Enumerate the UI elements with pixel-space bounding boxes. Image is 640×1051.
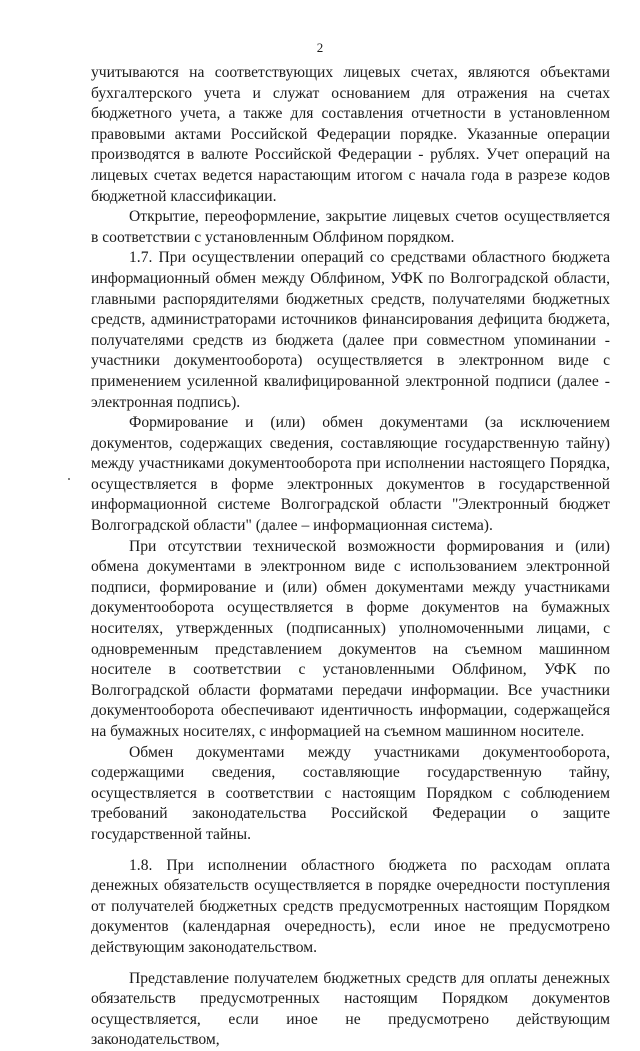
paragraph-1-8: 1.8. При исполнении областного бюджета по расходам оплата денежных обязательств осуществляется в порядке очередности поступления от получателей бюджетных средств предусмотренных настоящим Порядком документов (календарная очередность), если иное не предусмотрено действующим законодательством.	[91, 856, 610, 956]
paragraph-state-secret-exchange: Обмен документами между участниками документооборота, содержащими сведения, составляющие государственную тайну, осуществляется в соответствии с настоящим Порядком с соблюдением требований законодательства Российской Федерации о защите государственной тайны.	[91, 743, 610, 843]
paragraph-1-7: 1.7. При осуществлении операций со средствами областного бюджета информационный обмен между Облфином, УФК по Волгоградской области, главными распорядителями бюджетных средств, получателями бюджетных средств, администраторами источников финансирования дефицита бюджета, получателями средств из бюджета (далее при совместном упоминании - участники документооборота) осуществляется в электронном виде с применением усиленной квалифицированной электронной подписи (далее - электронная подпись).	[91, 249, 610, 411]
paragraph-continuation: учитываются на соответствующих лицевых счетах, являются объектами бухгалтерского учета и служат основанием для отражения на счетах бюджетного учета, а также для составления отчетности в установленном правовыми актами Российской Федерации порядке. Указанные операции производятся в валюте Российской Федерации - рублях. Учет операций на лицевых счетах ведется нарастающим итогом с начала года в разрезе кодов бюджетной классификации.	[91, 64, 610, 205]
paragraph-submission: Представление получателем бюджетных средств для оплаты денежных обязательств предусмотренных настоящим Порядком документов осуществляется, если иное не предусмотрено действующим законодательством,	[91, 969, 610, 1049]
paragraph-account-opening: Открытие, переоформление, закрытие лицевых счетов осуществляется в соответствии с установленным Облфином порядком.	[91, 208, 610, 246]
document-body	[91, 63, 610, 1051]
margin-mark	[68, 478, 70, 480]
paragraph-document-formation: Формирование и (или) обмен документами (за исключением документов, содержащих сведения, составляющие государственную тайну) между участниками документооборота при исполнении настоящего Порядка, осуществляется в форме электронных документов в государственной информационной системе Волгоградской области "Электронный бюджет Волгоградской области" (далее – информационная система).	[91, 414, 610, 535]
page-number: 2	[316, 40, 324, 55]
paragraph-no-technical-capability: При отсутствии технической возможности формирования и (или) обмена документами в электронном виде с использованием электронной подписи, формирование и (или) обмен документами между участниками документооборота осуществляется в форме документов на бумажных носителях, утвержденных (подписанных) уполномоченными лицами, с одновременным представлением документов на съемном машинном носителе в соответствии с установленными Облфином, УФК по Волгоградской области форматами передачи информации. Все участники документооборота обеспечивают идентичность информации, содержащейся на бумажных носителях, с информацией на съемном машинном носителе.	[91, 537, 610, 740]
